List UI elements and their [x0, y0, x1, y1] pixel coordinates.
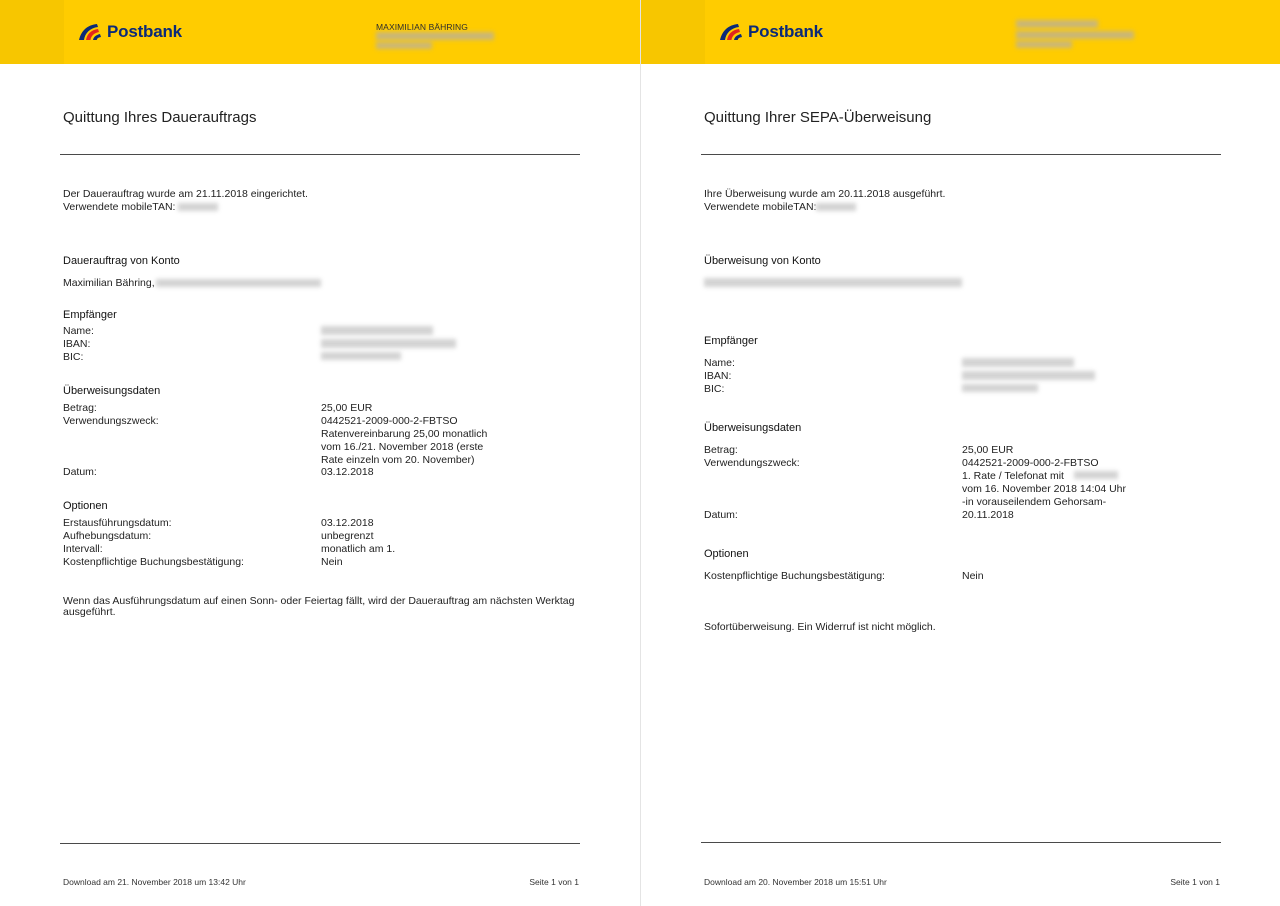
execution-date-text: Ihre Überweisung wurde am 20.11.2018 ausgeführt.	[704, 188, 946, 200]
redacted-recipient-iban	[321, 339, 456, 348]
postbank-logo	[77, 22, 182, 42]
holiday-note	[63, 596, 583, 618]
purpose-line: 0442521-2009-000-2-FBTSO	[962, 457, 1099, 469]
title-divider	[701, 154, 1221, 155]
recipient-name-label: Name:	[704, 357, 735, 369]
booking-confirmation-label: Kostenpflichtige Buchungsbestätigung:	[704, 570, 885, 582]
source-account-heading: Dauerauftrag von Konto	[63, 255, 180, 267]
amount-label: Betrag:	[63, 402, 97, 414]
redacted-account-holder	[1016, 20, 1098, 28]
page-header	[0, 0, 640, 64]
purpose-line: vom 16. November 2018 14:04 Uhr	[962, 483, 1127, 495]
booking-confirmation-value: Nein	[321, 556, 343, 568]
redacted-address	[1016, 41, 1072, 48]
cancellation-value: unbegrenzt	[321, 530, 374, 542]
footer-divider	[701, 842, 1221, 843]
options-heading: Optionen	[704, 548, 749, 560]
redacted-account	[704, 278, 962, 287]
recipient-heading: Empfänger	[704, 335, 758, 347]
redacted-address	[376, 42, 432, 49]
purpose-line: 1. Rate / Telefonat mit	[962, 470, 1064, 482]
interval-label: Intervall:	[63, 543, 103, 555]
holiday-note-line: Wenn das Ausführungsdatum auf einen Sonn- oder Feiertag fällt, wird der Dauerauftrag am nächsten Werktag	[63, 595, 575, 607]
brand-name: Postbank	[107, 22, 182, 41]
account-holder-name: MAXIMILIAN BÄHRING	[376, 22, 469, 32]
page-header	[641, 0, 1280, 64]
recipient-name-label: Name:	[63, 325, 94, 337]
transfer-data-heading: Überweisungsdaten	[704, 422, 802, 434]
purpose-line: Rate einzeln vom 20. November)	[321, 454, 475, 466]
recipient-bic-label: BIC:	[704, 383, 725, 395]
source-account-holder: Maximilian Bähring,	[63, 277, 155, 289]
mobile-tan-label: Verwendete mobileTAN:	[704, 201, 817, 213]
page-title: Quittung Ihrer SEPA-Überweisung	[704, 109, 932, 126]
transfer-data-heading: Überweisungsdaten	[63, 385, 161, 397]
page-number: Seite 1 von 1	[529, 877, 579, 887]
recipient-bic-label: BIC:	[63, 351, 84, 363]
date-label: Datum:	[704, 509, 738, 521]
purpose-label: Verwendungszweck:	[63, 415, 159, 427]
page-number: Seite 1 von 1	[1170, 877, 1220, 887]
page-title: Quittung Ihres Dauerauftrags	[63, 109, 257, 126]
title-divider	[60, 154, 580, 155]
brand-name: Postbank	[748, 22, 823, 41]
options-heading: Optionen	[63, 500, 108, 512]
redacted-account	[156, 279, 321, 287]
redacted-address	[376, 32, 494, 40]
mobile-tan-label: Verwendete mobileTAN:	[63, 201, 176, 213]
redacted-tan	[178, 203, 218, 211]
download-timestamp: Download am 21. November 2018 um 13:42 Uhr	[63, 877, 246, 887]
redacted-contact-name	[1074, 471, 1118, 479]
footer-divider	[60, 843, 580, 844]
redacted-address	[1016, 31, 1134, 39]
header-band	[0, 0, 64, 64]
booking-confirmation-value: Nein	[962, 570, 984, 582]
receipt-page-sepa-transfer	[641, 0, 1280, 906]
recipient-heading: Empfänger	[63, 309, 117, 321]
recipient-iban-label: IBAN:	[63, 338, 91, 350]
purpose-line: vom 16./21. November 2018 (erste	[321, 441, 484, 453]
postbank-logo-icon	[718, 23, 744, 41]
date-value: 03.12.2018	[321, 466, 374, 478]
purpose-line: Ratenvereinbarung 25,00 monatlich	[321, 428, 488, 440]
download-timestamp: Download am 20. November 2018 um 15:51 Uhr	[704, 877, 887, 887]
purpose-line: 0442521-2009-000-2-FBTSO	[321, 415, 458, 427]
redacted-recipient-bic	[321, 352, 401, 360]
interval-value: monatlich am 1.	[321, 543, 396, 555]
instant-transfer-note: Sofortüberweisung. Ein Widerruf ist nicht möglich.	[704, 621, 936, 633]
first-execution-label: Erstausführungsdatum:	[63, 517, 172, 529]
date-value: 20.11.2018	[962, 509, 1014, 521]
redacted-recipient-name	[962, 358, 1074, 367]
redacted-recipient-bic	[962, 384, 1038, 392]
redacted-tan	[816, 203, 856, 211]
amount-value: 25,00 EUR	[962, 444, 1014, 456]
postbank-logo	[718, 22, 823, 42]
setup-date-text: Der Dauerauftrag wurde am 21.11.2018 eingerichtet.	[63, 188, 308, 200]
purpose-label: Verwendungszweck:	[704, 457, 800, 469]
purpose-line: -in vorauseilendem Gehorsam-	[962, 496, 1107, 508]
source-account-heading: Überweisung von Konto	[704, 255, 821, 267]
amount-value: 25,00 EUR	[321, 402, 373, 414]
redacted-recipient-iban	[962, 371, 1095, 380]
first-execution-value: 03.12.2018	[321, 517, 374, 529]
booking-confirmation-label: Kostenpflichtige Buchungsbestätigung:	[63, 556, 244, 568]
date-label: Datum:	[63, 466, 97, 478]
header-band	[641, 0, 705, 64]
holiday-note-line: ausgeführt.	[63, 606, 116, 618]
amount-label: Betrag:	[704, 444, 738, 456]
postbank-logo-icon	[77, 23, 103, 41]
cancellation-label: Aufhebungsdatum:	[63, 530, 152, 542]
recipient-iban-label: IBAN:	[704, 370, 732, 382]
redacted-recipient-name	[321, 326, 433, 335]
